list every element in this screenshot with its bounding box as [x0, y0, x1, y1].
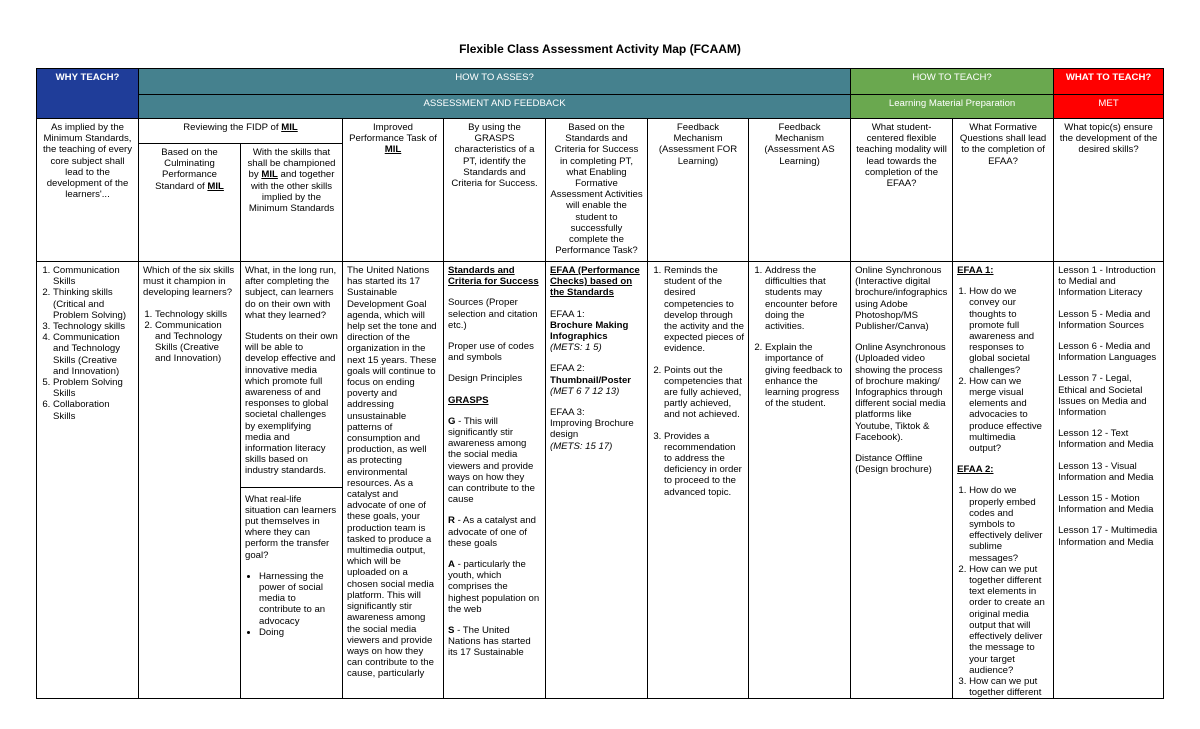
- paragraph: EFAA 2:: [957, 464, 994, 476]
- list-item: 2. Communication and Technology Skills (Creative and Innovation): [155, 320, 236, 365]
- paragraph: Online Asynchronous (Uploaded video showing the process of brochure making/ Infographics through different social media platforms like Youtube, Tiktok & Facebook).: [855, 342, 946, 443]
- cell-performance-task: The United Nations has started its 17 Sustainable Development Goal agenda, which will help set the tone and direction of the organization in the next 15 years. These goals will continue to focus on ending poverty and addressing unsustainable patterns of consumption and production, as well as protecting environmental resources. As a catalyst and advocate of one of these goals, your production team is tasked to produce a multimedia output, which will be uploaded on a chosen social media platform. This will significantly stir awareness among the social media viewers and provide ways on how they can contribute to the cause, particularly: [343, 262, 444, 699]
- list-item: 6. Collaboration Skills: [53, 399, 134, 421]
- cell-efaa: [546, 262, 648, 699]
- cell-feedback-as: [749, 262, 851, 699]
- list-item: 1. Address the difficulties that students may encounter before doing the activities.: [765, 265, 846, 332]
- paragraph: Lesson 15 - Motion Information and Media: [1058, 493, 1154, 516]
- sub-cell-real-life: [241, 487, 342, 638]
- question-modality: What student-centered flexible teaching modality will lead towards the completion of the EFAA?: [851, 119, 953, 262]
- paragraph: What, in the long run, after completing the subject, can learners do on their own with what they learned?: [245, 265, 337, 321]
- question-topics: What topic(s) ensure the development of the desired skills?: [1054, 119, 1164, 262]
- question-feedback-as: Feedback Mechanism (Assessment AS Learning): [749, 119, 851, 262]
- list-item: 1. Technology skills: [155, 309, 236, 320]
- question-feedback-for: Feedback Mechanism (Assessment FOR Learning): [648, 119, 749, 262]
- list-item: 3. Provides a recommendation to address the deficiency in order to proceed to the advanced topic.: [664, 431, 744, 498]
- question-grasps: By using the GRASPS characteristics of a PT, identify the Standards and Criteria for Success.: [444, 119, 546, 262]
- question-skills: With the skills that shall be championed by MIL and together with the other skills implied by the Minimum Standards: [241, 144, 343, 262]
- header-learning-material: Learning Material Preparation: [851, 95, 1054, 119]
- paragraph: EFAA 1:: [550, 308, 585, 320]
- paragraph: EFAA 1:: [957, 265, 994, 276]
- list-item: 1. Communication Skills: [53, 265, 134, 287]
- paragraph: Thumbnail/Poster: [550, 374, 632, 386]
- header-why-teach: WHY TEACH?: [37, 69, 139, 119]
- paragraph: Distance Offline (Design brochure): [855, 453, 932, 476]
- paragraph: (METS: 15 17): [550, 440, 613, 452]
- list-item: 1. How do we convey our thoughts to promote full awareness and responses to global societal challenges?: [969, 286, 1049, 376]
- list-item: 3. How can we put together different: [969, 676, 1049, 698]
- paragraph: Design Principles: [448, 373, 523, 385]
- paragraph: EFAA 2:: [550, 363, 585, 375]
- cell-standards-criteria: [444, 262, 546, 699]
- paragraph: (MET 6 7 12 13): [550, 385, 620, 397]
- paragraph: Students on their own will be able to develop effective and innovative media which promote full awareness of and responses to global societal challenges by exemplifying media and information literacy skills based on industry standards.: [245, 331, 338, 477]
- list-item: 1. Reminds the student of the desired competencies to develop through the activity and the expected pieces of evidence.: [664, 265, 744, 355]
- activity-map-table: [36, 68, 1164, 699]
- paragraph: Lesson 12 - Text Information and Media: [1058, 428, 1154, 451]
- paragraph: Standards and Criteria for Success: [448, 265, 539, 288]
- paragraph: Which of the six skills must it champion in developing learners?: [143, 265, 235, 299]
- paragraph: EFAA 3:: [550, 407, 585, 419]
- header-assessment-feedback: ASSESSMENT AND FEEDBACK: [139, 95, 851, 119]
- cell-modality: [851, 262, 953, 699]
- paragraph: Lesson 6 - Media and Information Languages: [1058, 341, 1157, 364]
- list-item: 2. Explain the importance of giving feedback to enhance the learning progress of the student.: [765, 342, 846, 409]
- paragraph: Lesson 1 - Introduction to Medial and Information Literacy: [1058, 265, 1156, 299]
- paragraph: Sources (Proper selection and citation etc.): [448, 297, 538, 331]
- paragraph: Lesson 17 - Multimedia Information and Media: [1058, 525, 1158, 548]
- paragraph: What real-life situation can learners put themselves in where they can perform the transfer goal?: [245, 493, 337, 561]
- list-item: 2. How can we merge visual elements and advocacies to produce effective multimedia output?: [969, 376, 1049, 454]
- list-item: 2. Thinking skills (Critical and Problem Solving): [53, 287, 134, 321]
- paragraph: Improving Brochure design: [550, 418, 634, 441]
- list-item: 1. How do we properly embed codes and symbols to effectively deliver sublime messages?: [969, 485, 1049, 563]
- paragraph: S - The United Nations has started its 17 Sustainable: [448, 625, 531, 659]
- paragraph: Proper use of codes and symbols: [448, 341, 534, 364]
- list-item: 4. Communication and Technology Skills (Creative and Innovation): [53, 332, 134, 377]
- paragraph: Online Synchronous (Interactive digital brochure/infographics using Adobe Photoshop/MS Publisher/Canva): [855, 265, 948, 333]
- header-met: MET: [1054, 95, 1164, 119]
- list-item: 3. Technology skills: [53, 321, 134, 332]
- paragraph: Brochure Making Infographics: [550, 319, 629, 343]
- list-item: • Harnessing the power of social media to contribute to an advocacy: [259, 571, 338, 627]
- list-item: • Doing: [259, 627, 338, 638]
- paragraph: GRASPS: [448, 394, 489, 406]
- list-item: 2. Points out the competencies that are fully achieved, partly achieved, and not achieved.: [664, 365, 744, 421]
- paragraph: A - particularly the youth, which comprises the highest population on the web: [448, 559, 540, 615]
- document-title: Flexible Class Assessment Activity Map (FCAAM): [459, 42, 741, 56]
- header-what-to-teach: WHAT TO TEACH?: [1054, 69, 1164, 95]
- paragraph: Lesson 13 - Visual Information and Media: [1058, 460, 1154, 483]
- question-activities: Based on the Standards and Criteria for Success in completing PT, what Enabling Formative Assessment Activities will enable the student to successfully complete the Performance Task?: [546, 119, 648, 262]
- cell-formative-questions: [953, 262, 1054, 699]
- list-item: 5. Problem Solving Skills: [53, 377, 134, 399]
- cell-feedback-for: [648, 262, 749, 699]
- paragraph: R - As a catalyst and advocate of one of these goals: [448, 515, 536, 549]
- header-how-to-teach: HOW TO TEACH?: [851, 69, 1054, 95]
- question-reviewing-fidp: Reviewing the FIDP of MIL: [139, 119, 343, 144]
- cell-core-skills: [37, 262, 139, 699]
- cell-topics: [1054, 262, 1164, 699]
- question-culminating: Based on the Culminating Performance Standard of MIL: [139, 144, 241, 262]
- cell-champion-skills: [139, 262, 241, 699]
- question-why: As implied by the Minimum Standards, the teaching of every core subject shall lead to the development of the learners'...: [37, 119, 139, 262]
- paragraph: Lesson 5 - Media and Information Sources: [1058, 308, 1151, 331]
- paragraph: Lesson 7 - Legal, Ethical and Societal Issues on Media and Information: [1058, 373, 1147, 419]
- paragraph: G - This will significantly stir awareness among the social media viewers and provide ways on how they can contribute to the cause: [448, 415, 535, 506]
- paragraph: EFAA (Performance Checks) based on the Standards: [550, 265, 640, 299]
- list-item: 2. How can we put together different text elements in order to create an original media output that will effectively deliver the message to your target audience?: [969, 564, 1049, 676]
- cell-transfer-goal: [241, 262, 343, 699]
- question-formative: What Formative Questions shall lead to the completion of EFAA?: [953, 119, 1054, 262]
- header-how-to-asses: HOW TO ASSES?: [139, 69, 851, 95]
- question-improved-pt: Improved Performance Task of MIL: [343, 119, 444, 262]
- paragraph: (METS: 1 5): [550, 342, 602, 354]
